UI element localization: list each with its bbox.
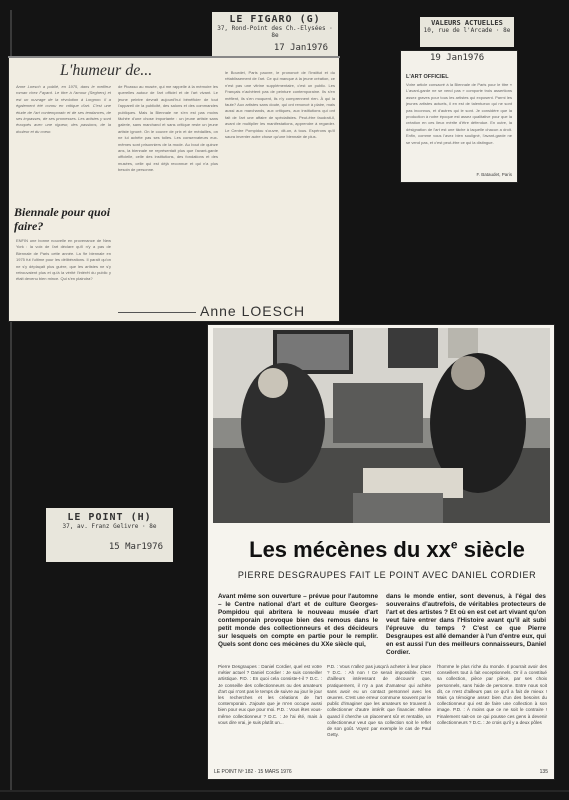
lepoint-date: 15 Mar1976 bbox=[108, 542, 163, 552]
figaro-date: 17 Jan1976 bbox=[273, 43, 328, 53]
photo-illustration bbox=[213, 328, 550, 523]
article-subhead: PIERRE DESGRAUPES FAIT LE POINT AVEC DANIEL CORDIER bbox=[237, 570, 537, 580]
bottom-edge bbox=[0, 790, 569, 792]
lepoint-stamp bbox=[46, 508, 173, 562]
humeur-author: Anne LOESCH bbox=[200, 303, 306, 319]
article-col1: Pierre Desgraupes : Daniel Cordier, quel est votre métier actuel ? Daniel Cordier : Je suis conseiller artistique. P.D. : En quoi cela consiste-t-il ? D.C. : Je conseille des collectionneurs ou des amateurs d'art qui n'ont pas le temps de suivre au jour le jour les recherches et les créations de l'art contemporain. J'ajoute que je m'en occupe aussi bien pour eux que pour moi. P.D. : Vous êtes vous-même collectionneur ? D.C. : Je l'ai été, mais à vous dire vrai, je suis plutôt un... bbox=[218, 664, 322, 725]
article-photo bbox=[213, 328, 550, 523]
lepoint-num: (H) bbox=[130, 512, 152, 523]
headline-main: Les mécènes du xx bbox=[249, 537, 451, 562]
figaro-num: (G) bbox=[299, 14, 321, 25]
author-rule bbox=[118, 312, 196, 313]
humeur-headline: Biennale pour quoi faire? bbox=[14, 205, 111, 233]
article-footer bbox=[214, 769, 550, 775]
valeurs-stamp bbox=[420, 17, 514, 47]
art-officiel-signature: F. Bataudet, Paris bbox=[476, 172, 512, 177]
humeur-col1-text: ENFIN une bonne nouvelle en provenance de New York : la voix de l'art déclare qu'il n'y a pas de Biennale de Paris cette année. La 9e biennale en 1975 fut l'ultime pour les délibérations. Il paraît qu'on ne s'y déplaçait plus guère, que les artistes ne s'y retrouvaient plus et qu'à la vérité l'intérêt du public y était devenu bien mince. Qui s'en plaindra? bbox=[16, 238, 111, 282]
article-headline bbox=[222, 537, 552, 563]
page-number: 135 bbox=[539, 769, 548, 775]
headline-end: siècle bbox=[457, 537, 525, 562]
valeurs-address: 10, rue de l'Arcade · 8e bbox=[423, 27, 511, 34]
art-officiel-title: L'ART OFFICIEL bbox=[406, 74, 449, 80]
figaro-stamp bbox=[212, 12, 338, 56]
article-intro-right: dans le monde entier, sont devenus, à l'égal des souverains d'autrefois, de véritables protecteurs de l'art et des artistes ? Et où en est cet art vivant qu'on veut faire entrer dans l'Histoire avant qu'il ait subi l'épreuve du temps ? C'est ce que Pierre Desgraupes est allé demander à l'un d'entre eux, qui en est aussi l'un des meilleurs connaisseurs, Daniel Cordier. bbox=[386, 593, 546, 656]
art-officiel-clipping bbox=[400, 50, 518, 183]
figaro-address: 37, Rond-Point des Ch.-Elysées · 8e bbox=[217, 25, 333, 39]
article-col2: P.D. : Vous n'allez pas jusqu'à acheter à leur place ? D.C. : Ah non ! Ce serait impossible. C'est d'ailleurs intéressant de découvrir que, pratiquement, il n'y a pas d'amateur qui achète sans avoir eu un contact personnel avec les œuvres. C'est une erreur commune souvent par le public d'imaginer que les amateurs se trouvent à collectionner d'autre intérêt que financier. Même quand il cherche un placement sûr et rentable, un collectionneur veut que sa collection soit le reflet de son goût. Voyez par exemple le cas de Paul Getty. bbox=[327, 664, 431, 738]
footer-issue: LE POINT Nº 182 · 15 MARS 1976 bbox=[214, 769, 292, 775]
lepoint-name: LE POINT bbox=[67, 512, 124, 523]
article-col3: l'homme le plus riche du monde. Il pourrait avoir des conseillers tout à fait exceptionnels. Or il a constitué sa collection, pièce par pièce, par ses choix personnels, sans l'aide de personne. Entre nous soit dit, ce n'est d'ailleurs pas ce qu'il a fait de mieux ! Mais ça témoigne assez bien d'un des besoins du collectionneur qui est de faire une collection à son image. P.D. : À moins que ce ne soit le contraire ! Finalement sait-on ce qui pousse ces gens à devenir collectionneurs ? D.C. : Je crois qu'il y a deux pôles bbox=[437, 664, 547, 725]
humeur-col1-intro: Anne Loesch a publié, en 1975, dans le meilleur roman chez Fayard. Le titre à l'amour (Seghers) et est un ouvrage de la révolution à Lorgnon. Il a également été connu en critique d'art. C'est une étude de l'art contemporain et de ses tendances, de ses impasses, de ses promesses. Les artistes y sont évoqués avec une rigueur, des passions, de la douleur et du coeur. bbox=[16, 84, 111, 134]
valeurs-date: 19 Jan1976 bbox=[430, 53, 485, 63]
humeur-col2-text: de Picasso au musée, qui me rappelle à la mémoire les querelles autour de l'art officiel et de l'art vivant. Le jeune peintre devrait aujourd'hui bénéficier de tout l'appareil de la publicité, des salons et des commandes publiques. Mais la Biennale ne s'en est pas moins fâchée d'une chose importante : un jeune artiste sans galerie, sans marchand et sans critique reste un jeune artiste ignoré. On le couvre de prix et de médailles, on ne lui achète pas ses toiles. Les conservateurs eux-mêmes sont prisonniers de la mode. Au bout de quinze ans, la biennale ne représentait plus que l'avant-garde officielle, celle des institutions, des fondations et des musées, celle qui est déjà reconnue et qui n'a plus besoin de personne. bbox=[118, 84, 218, 173]
article-intro-left: Avant même son ouverture – prévue pour l'automne – le Centre national d'art et de culture Georges-Pompidou qui abritera le nouveau musée d'art contemporain provoque bien des remous dans le petit monde des collectionneurs et des décideurs sur lesquels on compte en partie pour le remplir. Quels sont donc ces mécènes du XXe siècle qui, bbox=[218, 593, 378, 648]
art-officiel-text: Votre article consacré à la Biennale de Paris pour le titre « L'avant-garde ne se vend pas » comporte trois assertions assez graves pour tous les artistes qui exposent. Parmi les jeunes artistes actuels, il en est de talentueux qui ne sont pas inconnus, et d'autres qui le sont. Je considère que la production à notre époque est assez qualitative pour que la création en ces lieux mérite d'être défendue. En outre, la désignation de l'art est une tâche à laquelle chacun a droit. Enfin, comme vous l'avez bien souligné, l'avant-garde ne se vend pas, et c'est peut-être ce qui la distingue. bbox=[406, 82, 512, 145]
humeur-section-title: L'humeur de... bbox=[60, 62, 153, 79]
humeur-col3-text: le Bourdet, Paris pauvre, le prononcé de l'Institut et du rétablissement de l'art. Ce qui manque à la jeune création, ce n'est pas une vitrine supplémentaire, c'est un public. Les Français n'achètent pas de peinture contemporaine. Ils s'en méfient, ils s'en moquent, ils n'y comprennent rien. À qui la faute? Aux artistes sans doute, qui ont renoncé à plaire, mais aussi aux marchands, aux critiques, aux institutions qui ont fait de l'art une affaire de spécialistes. Peut-être faudrait-il, avant de multiplier les manifestations, apprendre à regarder. Le Centre Pompidou s'ouvre, dit-on, à tous. Espérons qu'il saura inventer autre chose qu'une biennale de plus. bbox=[225, 70, 335, 140]
lepoint-address: 37, av. Franz Gelivre · 8e bbox=[62, 523, 157, 530]
valeurs-name: VALEURS ACTUELLES bbox=[431, 19, 503, 27]
headline-sup: e bbox=[450, 537, 458, 552]
figaro-name: LE FIGARO bbox=[229, 14, 293, 25]
